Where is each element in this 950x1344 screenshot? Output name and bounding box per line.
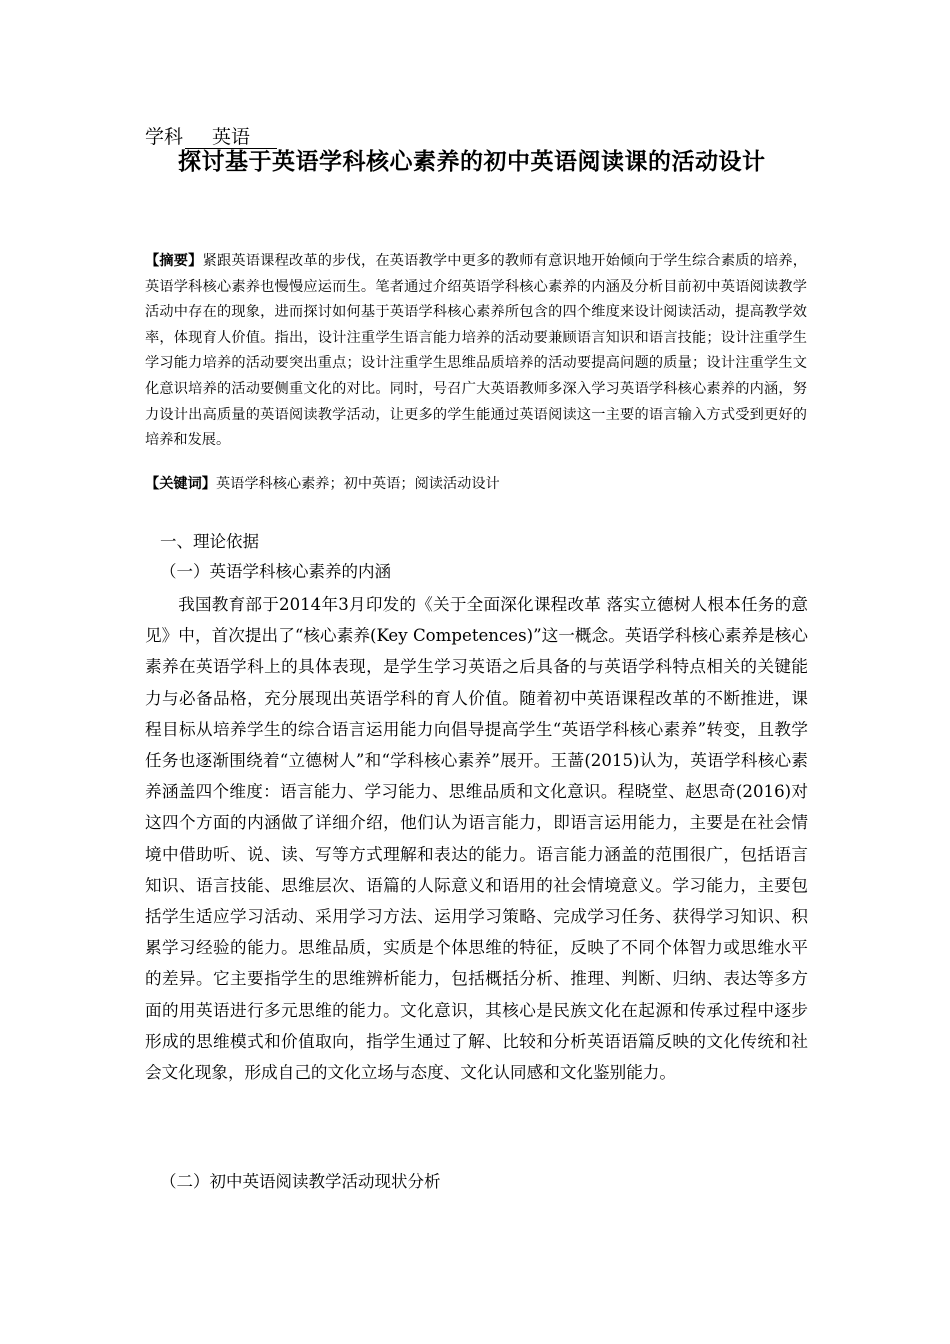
body-paragraph: 我国教育部于2014年3月印发的《关于全面深化课程改革 落实立德树人根本任务的意见》中，首次提出了“核心素养(Key Competences)”这一概念。英语学科核心素养是核心素养在英语学科上的具体表现，是学生学习英语之后具备的与英语学科特点相关的关键能力与必备品格，充分展现出英语学科的育人价值。随着初中英语课程改革的不断推进，课程目标从培养学生的综合语言运用能力向倡导提高学生“英语学科核心素养”转变，且教学任务也逐渐围绕着“立德树人”和“学科核心素养”展开。王蔷(2015)认为，英语学科核心素养涵盖四个维度：语言能力、学习能力、思维品质和文化意识。程晓堂、赵思奇(2016)对这四个方面的内涵做了详细介绍，他们认为语言能力，即语言运用能力，主要是在社会情境中借助听、说、读、写等方式理解和表达的能力。语言能力涵盖的范围很广，包括语言知识、语言技能、思维层次、语篇的人际意义和语用的社会情境意义。学习能力，主要包括学生适应学习活动、采用学习方法、运用学习策略、完成学习任务、获得学习知识、积累学习经验的能力。思维品质，实质是个体思维的特征，反映了不同个体智力或思维水平的差异。它主要指学生的思维辨析能力，包括概括分析、推理、判断、归纳、表达等多方面的用英语进行多元思维的能力。文化意识，其核心是民族文化在起源和传承过程中逐步形成的思维模式和价值取向，指学生通过了解、比较和分析英语语篇反映的文化传统和社会文化现象，形成自己的文化立场与态度、文化认同感和文化鉴别能力。	[145, 595, 808, 1083]
subsection-heading-current-status: （二）初中英语阅读教学活动现状分析	[160, 1172, 441, 1191]
keywords-label: 【关键词】	[145, 476, 216, 492]
document-title: 探讨基于英语学科核心素养的初中英语阅读课的活动设计	[178, 148, 766, 175]
subject-value: 英语	[185, 126, 277, 149]
keywords	[145, 472, 807, 498]
abstract-text: 紧跟英语课程改革的步伐，在英语教学中更多的教师有意识地开始倾向于学生综合素质的培养，英语学科核心素养也慢慢应运而生。笔者通过介绍英语学科核心素养的内涵及分析目前初中英语阅读教学活动中存在的现象，进而探讨如何基于英语学科核心素养所包含的四个维度来设计阅读活动，提高教学效率，体现育人价值。指出，设计注重学生语言能力培养的活动要兼顾语言知识和语言技能；设计注重学生学习能力培养的活动要突出重点；设计注重学生思维品质培养的活动要提高问题的质量；设计注重学生文化意识培养的活动要侧重文化的对比。同时，号召广大英语教师多深入学习英语学科核心素养的内涵，努力设计出高质量的英语阅读教学活动，让更多的学生能通过英语阅读这一主要的语言输入方式受到更好的培养和发展。	[145, 253, 807, 449]
abstract-label: 【摘要】	[145, 253, 203, 269]
abstract	[145, 249, 807, 454]
keywords-text: 英语学科核心素养；初中英语；阅读活动设计	[215, 476, 500, 492]
section-heading-theory: 一、理论依据	[160, 532, 259, 551]
subject-label: 学科	[145, 126, 184, 148]
subsection-heading-core-literacy: （一）英语学科核心素养的内涵	[160, 562, 391, 581]
